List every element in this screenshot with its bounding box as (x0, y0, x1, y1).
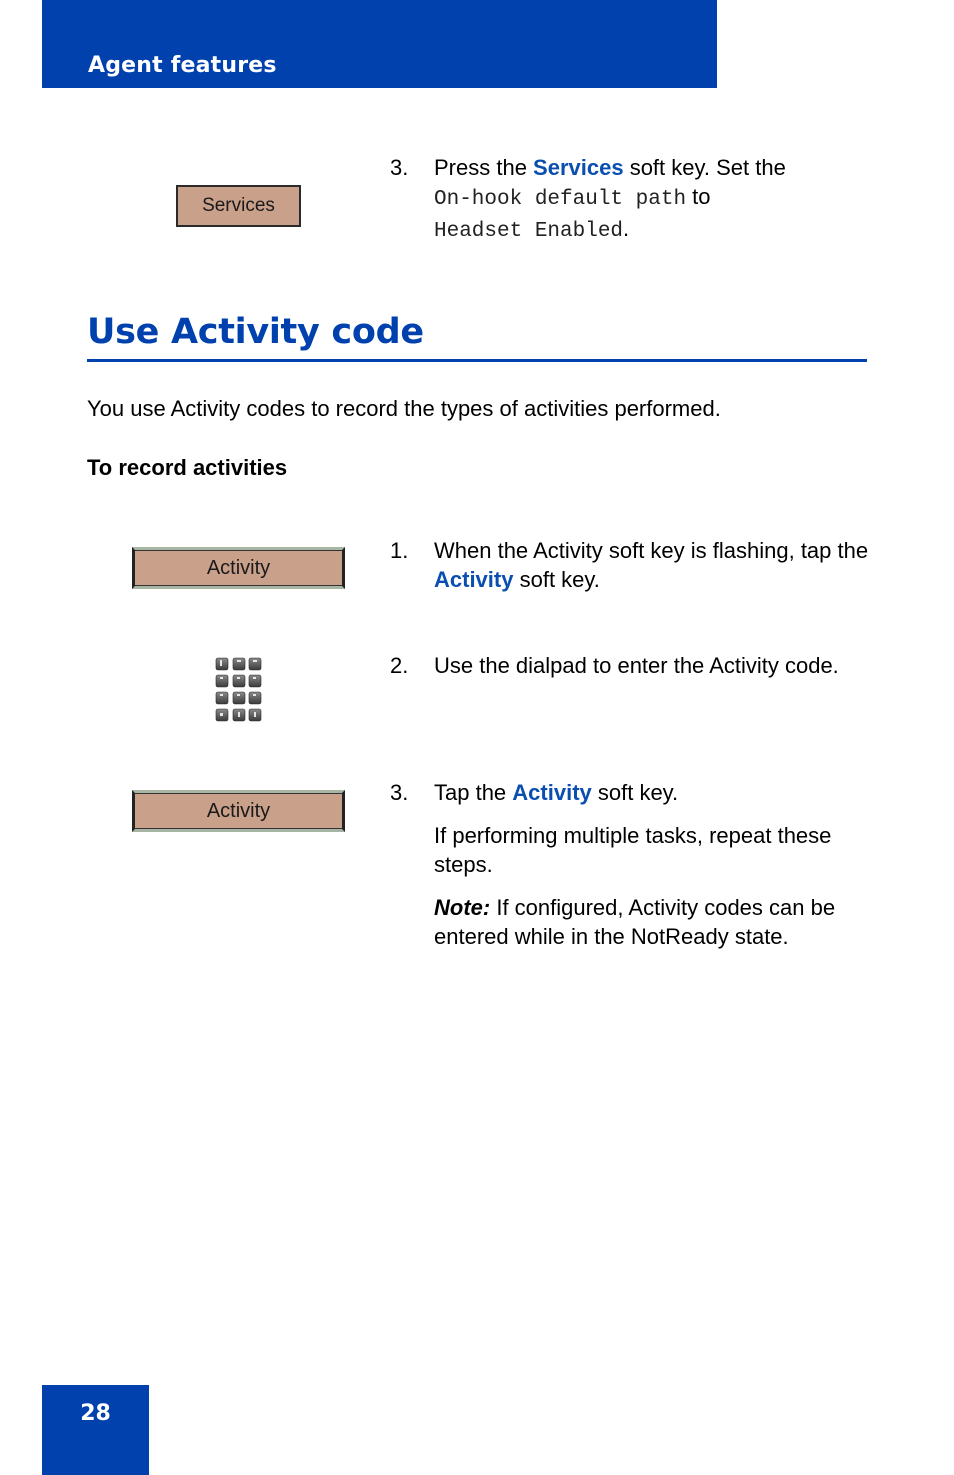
step-text-part: When the Activity soft key is flashing, tap the (434, 538, 869, 563)
dialpad-icon (215, 657, 263, 723)
activity-softkey-label: Activity (206, 556, 271, 579)
page-number: 28 (80, 1401, 111, 1426)
step-text-part: soft key. (513, 567, 600, 592)
note (434, 893, 874, 951)
page-number-box (42, 1385, 149, 1475)
section-title: Use Activity code (87, 312, 424, 352)
intro-text: You use Activity codes to record the types of activities performed. (87, 396, 721, 421)
activity-keyword: Activity (512, 780, 592, 805)
step-text (434, 536, 874, 594)
activity-softkey (132, 790, 345, 832)
step-text (434, 778, 874, 951)
services-softkey (176, 185, 301, 227)
header-title: Agent features (88, 53, 277, 78)
step-text-part: . (623, 216, 630, 241)
step-extra-text: If performing multiple tasks, repeat these steps. (434, 823, 832, 877)
step-text-part: Tap the (434, 780, 513, 805)
step-text-part: soft key. (591, 780, 679, 805)
step-number: 2. (390, 653, 409, 678)
step-text-part: Press the (434, 155, 534, 180)
step-text: Use the dialpad to enter the Activity code. (434, 653, 839, 678)
activity-keyword: Activity (434, 567, 514, 592)
step-number: 3. (390, 780, 409, 805)
note-label: Note: (434, 895, 491, 920)
step-text-part: soft key. Set the (623, 155, 786, 180)
section-divider (87, 359, 867, 362)
step-text (434, 153, 884, 246)
step-number: 1. (390, 538, 409, 563)
services-keyword: Services (533, 155, 624, 180)
activity-softkey-label: Activity (206, 799, 271, 822)
onhook-default-path-setting: On-hook default path (434, 188, 687, 211)
services-softkey-label: Services (202, 195, 275, 216)
activity-softkey (132, 547, 345, 589)
procedure-title: To record activities (87, 455, 288, 480)
step-number: 3. (390, 155, 409, 180)
step-text-part: to (686, 184, 711, 209)
header-bar (42, 0, 717, 88)
note-text: If configured, Activity codes can be entered while in the NotReady state. (434, 895, 836, 949)
headset-enabled-value: Headset Enabled (434, 220, 624, 243)
